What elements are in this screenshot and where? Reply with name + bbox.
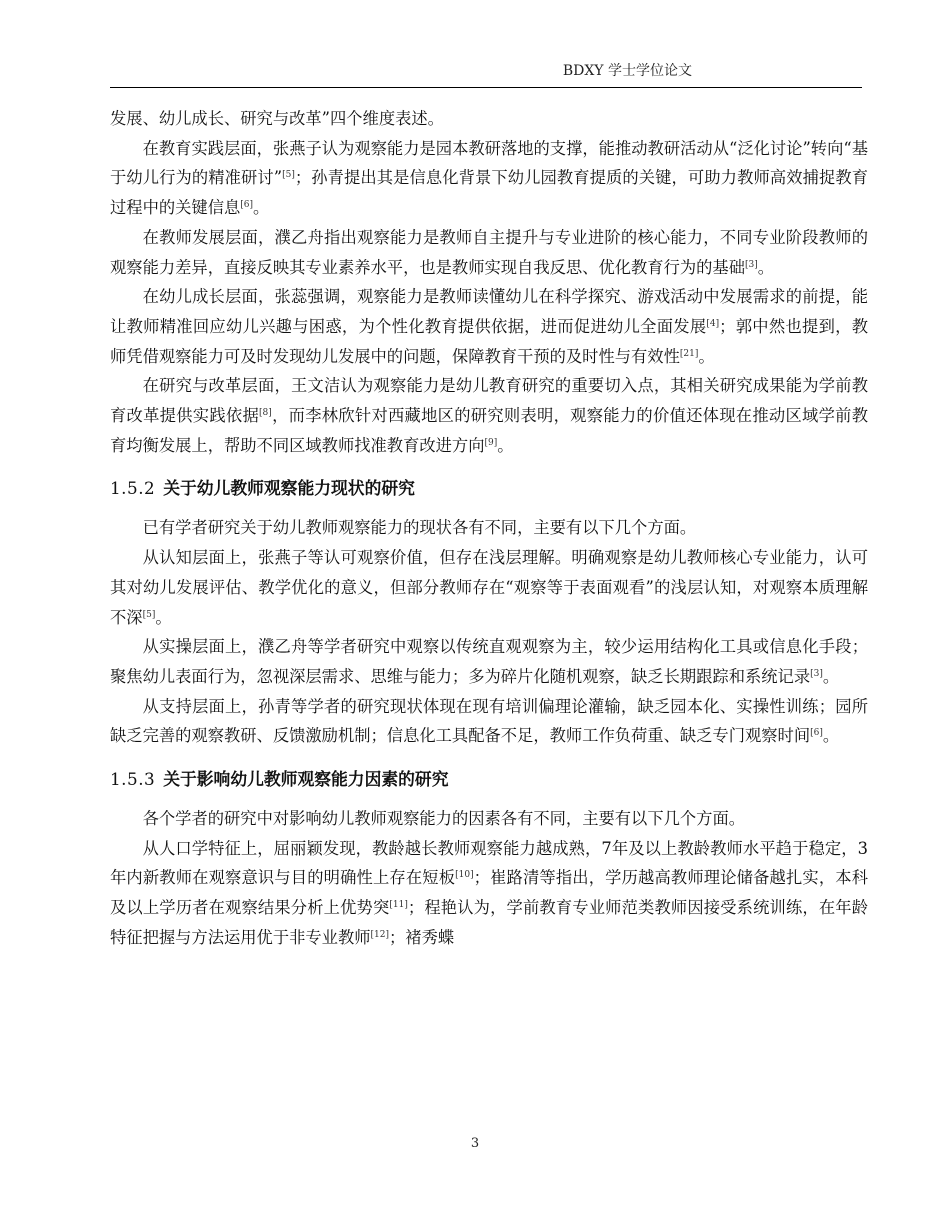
paragraph (110, 632, 868, 691)
paragraph-text: 。 (757, 257, 775, 277)
section-heading (110, 765, 868, 794)
citation: [3] (744, 259, 758, 270)
citation: [3] (810, 668, 823, 679)
paragraph-text: 。 (698, 346, 715, 366)
citation: [10] (455, 870, 474, 881)
paragraph (110, 834, 868, 953)
paragraph-text: ；程艳认为，学前教育专业师范类教师因接受系统训练，在年龄特征把握与方法运用优于非专业教师 (110, 898, 868, 947)
paragraph-text: 从认知层面上，张燕子等认可观察价值，但存在浅层理解。明确观察是幼儿教师核心专业能力，认可其对幼儿发展评估、教学优化的意义，但部分教师存在“观察等于表面观看”的浅层认知，对观察本质理解不深 (110, 548, 868, 627)
header-rule (110, 87, 862, 88)
paragraph-text: 。 (497, 435, 514, 455)
paragraph-text: 在教育实践层面，张燕子认为观察能力是园本教研落地的支撑，能推动教研活动从“泛化讨论”转向“基于幼儿行为的精准研讨” (110, 138, 868, 188)
paragraph-text: 在研究与改革层面，王文洁认为观察能力是幼儿教育研究的重要切入点，其相关研究成果能为学前教育改革提供实践依据 (110, 376, 868, 426)
paragraph-text: 。 (822, 726, 840, 746)
paragraph-text: 在幼儿成长层面，张蕊强调，观察能力是教师读懂幼儿在科学探究、游戏活动中发展需求的前提，能让教师精准回应幼儿兴趣与困惑，为个性化教育提供依据，进而促进幼儿全面发展 (110, 287, 868, 336)
citation: [4] (706, 318, 720, 329)
paragraph: 发展、幼儿成长、研究与改革”四个维度表述。 (110, 109, 444, 128)
citation: [8] (259, 408, 272, 419)
paragraph-text: 。 (822, 666, 840, 686)
paragraph-text: ，而李林欣针对西藏地区的研究则表明，观察能力的价值还体现在推动区域学前教育均衡发展上，帮助不同区域教师找准教育改进方向 (110, 406, 868, 455)
paragraph-text: ；褚秀蝶 (389, 927, 455, 947)
paragraph (110, 282, 868, 371)
section-title: 关于影响幼儿教师观察能力因素的研究 (163, 769, 449, 790)
paragraph: 已有学者研究关于幼儿教师观察能力的现状各有不同，主要有以下几个方面。 (142, 518, 697, 538)
paragraph (110, 371, 868, 460)
section-heading (110, 474, 868, 503)
paragraph (110, 223, 868, 282)
paragraph (110, 543, 868, 632)
paragraph-text: ；郭中然也提到，教师凭借观察能力可及时发现幼儿发展中的问题，保障教育干预的及时性与有效性 (110, 316, 868, 366)
section-number: 1.5.3 (110, 769, 156, 790)
paragraph (110, 134, 868, 223)
page-body (110, 104, 868, 953)
paragraph: 各个学者的研究中对影响幼儿教师观察能力的因素各有不同，主要有以下几个方面。 (142, 809, 746, 829)
citation: [5] (282, 170, 295, 181)
paragraph-text: ；崔路清等指出，学历越高教师理论储备越扎实，本科及以上学历者在观察结果分析上优势突 (110, 868, 868, 918)
citation: [12] (370, 929, 389, 940)
page-number: 3 (470, 1136, 480, 1151)
citation: [11] (389, 900, 408, 911)
paragraph-text: ；孙青提出其是信息化背景下幼儿园教育提质的关键，可助力教师高效捕捉教育过程中的关键信息 (110, 168, 868, 218)
running-header: BDXY 学士学位论文 (562, 63, 692, 79)
paragraph-text: 从人口学特征上，屈丽颖发现，教龄越长教师观察能力越成熟，7年及以上教龄教师水平趋于稳定，3年内新教师在观察意识与目的明确性上存在短板 (110, 838, 868, 888)
citation: [5] (142, 609, 156, 620)
citation: [6] (240, 200, 254, 211)
section-title: 关于幼儿教师观察能力现状的研究 (163, 478, 415, 499)
paragraph-text: 从支持层面上，孙青等学者的研究现状体现在现有培训偏理论灌输，缺乏园本化、实操性训练；园所缺乏完善的观察教研、反馈激励机制；信息化工具配备不足，教师工作负荷重、缺乏专门观察时间 (110, 696, 868, 746)
paragraph-text: 。 (253, 198, 270, 218)
citation: [21] (679, 348, 699, 359)
citation: [9] (484, 437, 498, 448)
section-number: 1.5.2 (110, 478, 156, 499)
paragraph-text: 从实操层面上，濮乙舟等学者研究中观察以传统直观观察为主，较少运用结构化工具或信息化手段；聚焦幼儿表面行为，忽视深层需求、思维与能力；多为碎片化随机观察，缺乏长期跟踪和系统记录 (110, 637, 868, 686)
paragraph (110, 692, 868, 751)
citation: [6] (810, 728, 823, 739)
paragraph-text: 。 (155, 607, 172, 627)
paragraph-text: 在教师发展层面，濮乙舟指出观察能力是教师自主提升与专业进阶的核心能力，不同专业阶段教师的观察能力差异，直接反映其专业素养水平，也是教师实现自我反思、优化教育行为的基础 (110, 227, 868, 277)
